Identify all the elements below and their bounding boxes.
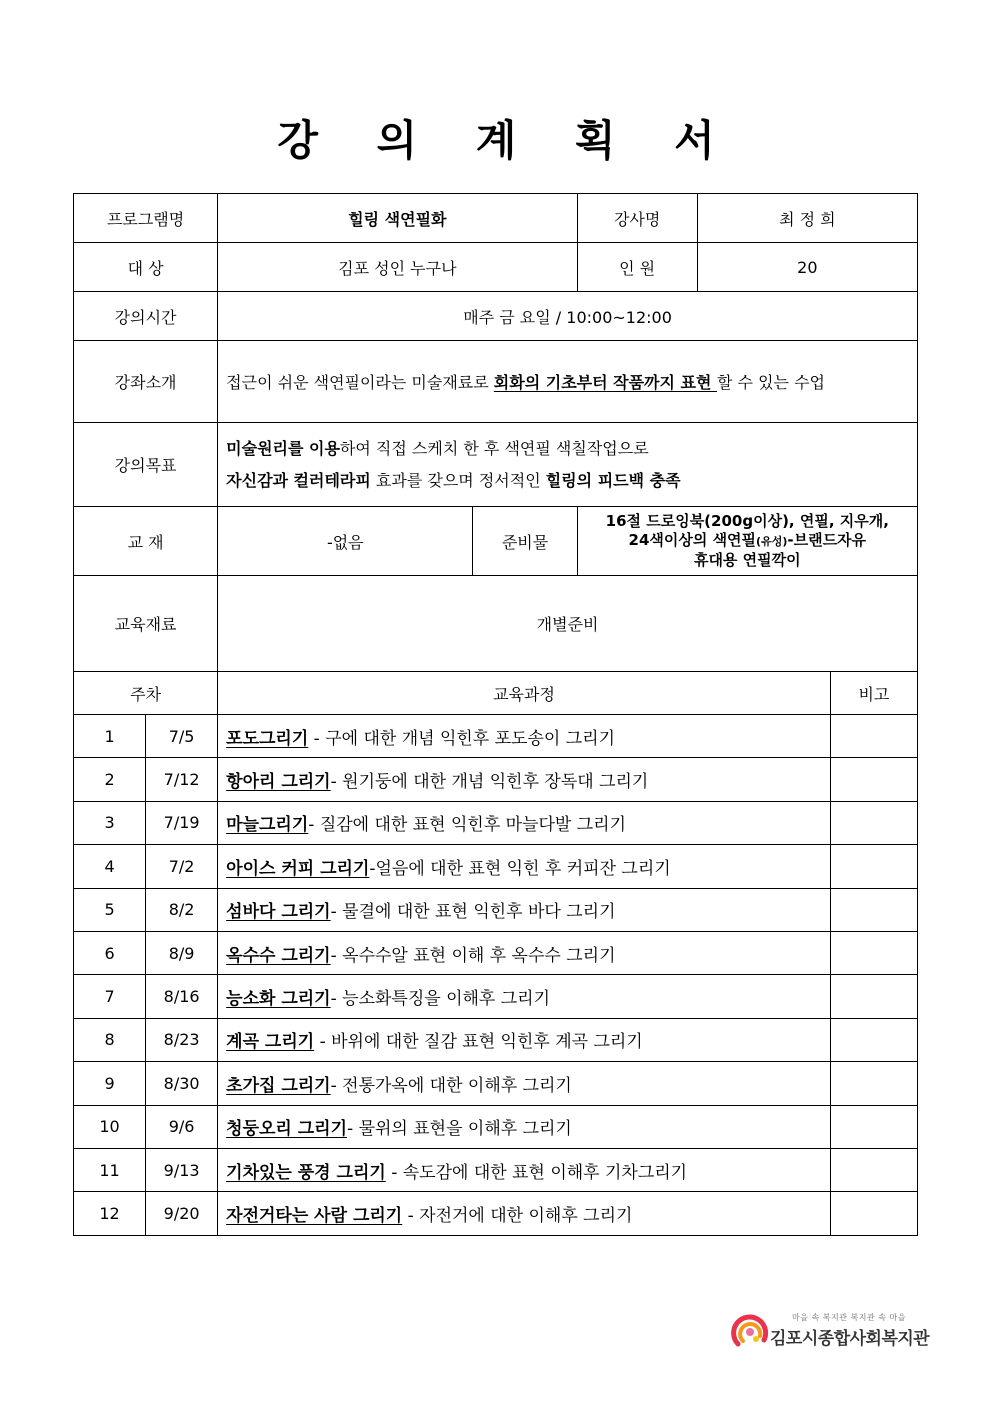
- session-date: 7/5: [146, 715, 218, 758]
- schedule-row: [74, 801, 918, 844]
- org-logo: [730, 1306, 930, 1356]
- session-topic: 항아리 그리기: [226, 772, 331, 793]
- session-note: [830, 888, 917, 931]
- material-value: 개별준비: [218, 576, 918, 672]
- session-note: [830, 1192, 917, 1236]
- supplies-line-2a: 24색이상의 색연필: [628, 531, 757, 549]
- program-label: 프로그램명: [74, 194, 218, 243]
- schedule-row: [74, 715, 918, 758]
- goal-line-2: [226, 465, 909, 497]
- session-description: - 능소화특징을 이해후 그리기: [330, 989, 551, 1010]
- session-note: [830, 975, 917, 1018]
- supplies-value: [577, 507, 917, 576]
- course-column-header: 교육과정: [218, 672, 831, 715]
- session-content: [218, 715, 831, 758]
- intro-text-post: 할 수 있는 수업: [717, 373, 826, 392]
- goal-line-1-text: 하여 직접 스케치 한 후 색연필 색칠작업으로: [339, 438, 649, 458]
- lecture-plan-table: [73, 193, 918, 1236]
- week-number: 9: [74, 1062, 146, 1105]
- session-description: - 질감에 대한 표현 익힌후 마늘다발 그리기: [308, 815, 627, 836]
- schedule-row: [74, 888, 918, 931]
- session-topic: 섬바다 그리기: [226, 902, 331, 923]
- session-content: [218, 975, 831, 1018]
- week-number: 10: [74, 1105, 146, 1148]
- schedule-row: [74, 1105, 918, 1148]
- schedule-row: [74, 1018, 918, 1061]
- schedule-row: [74, 1148, 918, 1191]
- session-note: [830, 758, 917, 801]
- note-column-header: 비고: [830, 672, 917, 715]
- schedule-row: [74, 758, 918, 801]
- goal-line-2-text: 효과를 갖으며 정서적인: [370, 470, 546, 490]
- session-description: - 속도감에 대한 표현 이해후 기차그리기: [385, 1162, 688, 1183]
- session-note: [830, 931, 917, 974]
- session-content: [218, 888, 831, 931]
- supplies-line-1: 16절 드로잉북(200g이상), 연필, 지우개,: [605, 512, 889, 530]
- session-date: 9/13: [146, 1148, 218, 1191]
- week-number: 3: [74, 801, 146, 844]
- supplies-line-2c: -브랜드자유: [787, 531, 867, 549]
- capacity-label: 인 원: [577, 243, 697, 292]
- document-title: 강 의 계 획 서: [277, 116, 737, 165]
- session-content: [218, 1062, 831, 1105]
- session-content: [218, 758, 831, 801]
- supplies-line-2: [586, 531, 909, 551]
- session-date: 7/12: [146, 758, 218, 801]
- session-note: [830, 1148, 917, 1191]
- session-description: - 물위의 표현을 이해후 그리기: [347, 1119, 572, 1140]
- session-topic: 마늘그리기: [226, 815, 309, 836]
- session-content: [218, 1148, 831, 1191]
- session-content: [218, 1192, 831, 1236]
- week-number: 4: [74, 845, 146, 888]
- session-description: - 전통가옥에 대한 이해후 그리기: [330, 1075, 572, 1096]
- session-date: 7/19: [146, 801, 218, 844]
- session-date: 7/2: [146, 845, 218, 888]
- supplies-label: 준비물: [473, 507, 577, 576]
- target-label: 대 상: [74, 243, 218, 292]
- target-value: 김포 성인 누구나: [218, 243, 577, 292]
- goal-line-2-emphasis-2: 힐링의 피드백 충족: [545, 470, 681, 490]
- textbook-label: 교 재: [74, 507, 218, 576]
- material-label: 교육재료: [74, 576, 218, 672]
- week-number: 8: [74, 1018, 146, 1061]
- week-number: 1: [74, 715, 146, 758]
- intro-text-pre: 접근이 쉬운 색연필이라는 미술재료로: [226, 373, 494, 392]
- session-topic: 청둥오리 그리기: [226, 1119, 348, 1140]
- session-description: - 구에 대한 개념 익힌후 포도송이 그리기: [308, 728, 615, 749]
- time-value: 매주 금 요일 / 10:00~12:00: [218, 292, 918, 341]
- session-description: - 자전거에 대한 이해후 그리기: [402, 1206, 633, 1227]
- org-name: 김포시종합사회복지관: [770, 1329, 930, 1349]
- session-topic: 초가집 그리기: [226, 1075, 331, 1096]
- goal-line-2-emphasis-1: 자신감과 컬러테라피: [226, 470, 371, 490]
- org-tagline: 마을 속 복지관 복지관 속 마을: [792, 1313, 906, 1322]
- session-content: [218, 845, 831, 888]
- time-label: 강의시간: [74, 292, 218, 341]
- week-column-header: 주차: [74, 672, 218, 715]
- session-date: 8/16: [146, 975, 218, 1018]
- session-topic: 계곡 그리기: [226, 1032, 315, 1053]
- goal-label: 강의목표: [74, 423, 218, 507]
- schedule-row: [74, 975, 918, 1018]
- session-topic: 옥수수 그리기: [226, 945, 331, 966]
- session-note: [830, 801, 917, 844]
- schedule-row: [74, 1062, 918, 1105]
- schedule-row: [74, 845, 918, 888]
- goal-line-1: [226, 433, 909, 465]
- session-topic: 기차있는 풍경 그리기: [226, 1162, 386, 1183]
- session-content: [218, 931, 831, 974]
- schedule-row: [74, 1192, 918, 1236]
- session-description: - 원기둥에 대한 개념 익힌후 장독대 그리기: [330, 772, 649, 793]
- supplies-line-3: 휴대용 연필깍이: [693, 551, 801, 569]
- week-number: 6: [74, 931, 146, 974]
- session-note: [830, 1018, 917, 1061]
- session-date: 8/23: [146, 1018, 218, 1061]
- intro-text-emphasis: 회화의 기초부터 작품까지 표현: [493, 373, 718, 392]
- session-content: [218, 801, 831, 844]
- week-number: 2: [74, 758, 146, 801]
- session-note: [830, 1062, 917, 1105]
- goal-line-1-emphasis: 미술원리를 이용: [226, 438, 340, 458]
- week-number: 12: [74, 1192, 146, 1236]
- program-value: 힐링 색연필화: [218, 194, 577, 243]
- session-topic: 자전거타는 사람 그리기: [226, 1206, 403, 1227]
- session-content: [218, 1018, 831, 1061]
- goal-value: [218, 423, 918, 507]
- capacity-value: 20: [697, 243, 917, 292]
- schedule-section: [74, 715, 918, 1236]
- session-date: 8/9: [146, 931, 218, 974]
- textbook-value: -없음: [218, 507, 473, 576]
- session-note: [830, 715, 917, 758]
- supplies-line-2b: (유성): [756, 535, 788, 548]
- week-number: 5: [74, 888, 146, 931]
- session-note: [830, 1105, 917, 1148]
- org-logo-icon: [730, 1310, 772, 1352]
- info-section: [74, 194, 918, 715]
- session-date: 9/6: [146, 1105, 218, 1148]
- session-content: [218, 1105, 831, 1148]
- schedule-row: [74, 931, 918, 974]
- week-number: 11: [74, 1148, 146, 1191]
- session-topic: 능소화 그리기: [226, 989, 331, 1010]
- intro-label: 강좌소개: [74, 341, 218, 423]
- intro-value: [218, 341, 918, 423]
- session-description: - 물결에 대한 표현 익힌후 바다 그리기: [330, 902, 616, 923]
- session-topic: 포도그리기: [226, 728, 309, 749]
- session-topic: 아이스 커피 그리기: [226, 858, 370, 879]
- session-date: 8/2: [146, 888, 218, 931]
- instructor-value: 최 정 희: [697, 194, 917, 243]
- session-date: 9/20: [146, 1192, 218, 1236]
- session-date: 8/30: [146, 1062, 218, 1105]
- session-description: -얼음에 대한 표현 익힌 후 커피잔 그리기: [369, 858, 671, 879]
- session-description: - 옥수수알 표현 이해 후 옥수수 그리기: [330, 945, 616, 966]
- instructor-label: 강사명: [577, 194, 697, 243]
- session-description: - 바위에 대한 질감 표현 익힌후 계곡 그리기: [314, 1032, 643, 1053]
- week-number: 7: [74, 975, 146, 1018]
- session-note: [830, 845, 917, 888]
